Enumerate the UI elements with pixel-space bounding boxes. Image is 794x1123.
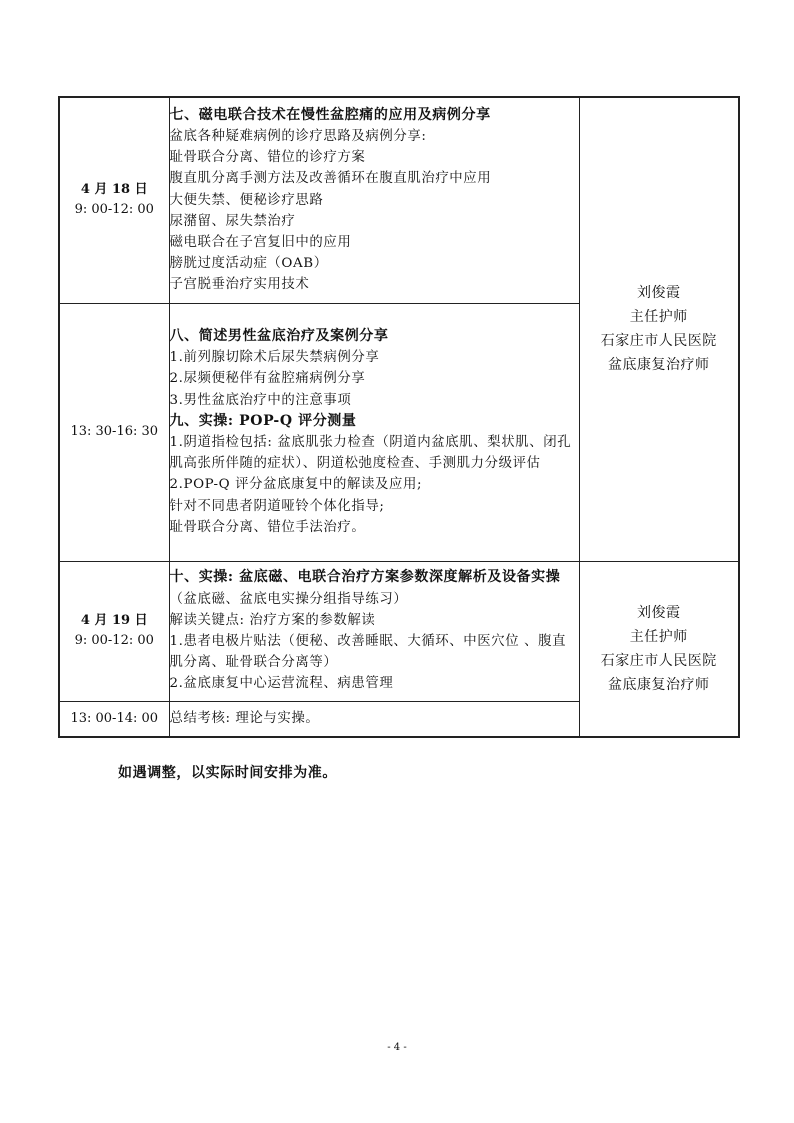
content-line: 2.POP-Q 评分盆底康复中的解读及应用;: [169, 477, 423, 493]
content-line: 磁电联合在子宫复旧中的应用: [169, 235, 352, 251]
content-line: 2.尿频便秘伴有盆腔痛病例分享: [169, 371, 366, 387]
content-line: 1.患者电极片贴法（便秘、改善睡眠、大循环、中医穴位 、腹直肌分离、耻骨联合分离等）: [169, 634, 567, 671]
content-line: 膀胱过度活动症（OAB）: [169, 256, 328, 272]
time-cell: [59, 561, 169, 701]
content-line: 针对不同患者阴道哑铃个体化指导;: [169, 498, 385, 514]
time-cell: [59, 701, 169, 737]
table-row: [59, 561, 739, 701]
instructor-cell: [579, 561, 739, 737]
time-label: 13: 00-14: 00: [70, 710, 159, 726]
content-line: 尿潴留、尿失禁治疗: [169, 213, 296, 229]
content-cell: [169, 561, 579, 701]
adjustment-note: 如遇调整，以实际时间安排为准。: [118, 765, 337, 781]
content-line: 腹直肌分离手测方法及改善循环在腹直肌治疗中应用: [169, 171, 492, 187]
content-cell: [169, 701, 579, 737]
content-line: 解读关键点: 治疗方案的参数解读: [169, 612, 376, 628]
instructor-cell: [579, 97, 739, 561]
time-cell: [59, 303, 169, 561]
session-title: 八、简述男性盆底治疗及案例分享: [169, 327, 389, 344]
date-label: 4 月 19 日: [80, 613, 148, 628]
instructor-role: 盆底康复治疗师: [608, 676, 710, 693]
session-title-note: （盆底磁、盆底电实操分组指导练习）: [169, 591, 408, 607]
content-line: 2.盆底康复中心运营流程、病患管理: [169, 676, 394, 692]
content-line: 子宫脱垂治疗实用技术: [169, 277, 310, 293]
instructor-hospital: 石家庄市人民医院: [600, 333, 717, 350]
content-line: 3.男性盆底治疗中的注意事项: [169, 392, 352, 408]
content-line: 大便失禁、便秘诊疗思路: [169, 192, 324, 208]
content-line: 1.阴道指检包括: 盆底肌张力检查（阴道内盆底肌、梨状肌、闭孔肌高张所伴随的症状）、阴道松弛度检查、手测肌力分级评估: [169, 435, 572, 472]
content-line: 盆底各种疑难病例的诊疗思路及病例分享:: [169, 129, 427, 145]
content-cell: [169, 97, 579, 303]
instructor-title: 主任护师: [629, 309, 688, 326]
content-line: 耻骨联合分离、错位的诊疗方案: [169, 150, 366, 166]
time-label: 9: 00-12: 00: [74, 202, 154, 218]
session-title: 七、磁电联合技术在慢性盆腔痛的应用及病例分享: [169, 106, 491, 123]
page-number: - 4 -: [387, 1042, 407, 1053]
instructor-role: 盆底康复治疗师: [608, 357, 710, 374]
session-title: [170, 567, 579, 609]
instructor-name: 刘俊霞: [637, 285, 681, 302]
time-label: 9: 00-12: 00: [74, 633, 154, 648]
time-label: 13: 30-16: 30: [70, 424, 159, 439]
session-title: 九、实操: POP-Q 评分测量: [169, 412, 357, 429]
content-line: 总结考核: 理论与实操。: [169, 711, 320, 727]
session-title-bold: 十、实操: 盆底磁、电联合治疗方案参数深度解析及设备实操: [169, 569, 561, 586]
time-cell: [59, 97, 169, 303]
instructor-hospital: 石家庄市人民医院: [600, 652, 717, 669]
content-cell: [169, 303, 579, 561]
table-row: [59, 97, 739, 303]
date-label: 4 月 18 日: [80, 182, 148, 198]
instructor-name: 刘俊霞: [637, 604, 681, 621]
instructor-title: 主任护师: [629, 628, 688, 645]
content-line: 1.前列腺切除术后尿失禁病例分享: [169, 350, 380, 366]
schedule-table: [58, 96, 740, 738]
content-line: 耻骨联合分离、错位手法治疗。: [169, 519, 366, 535]
